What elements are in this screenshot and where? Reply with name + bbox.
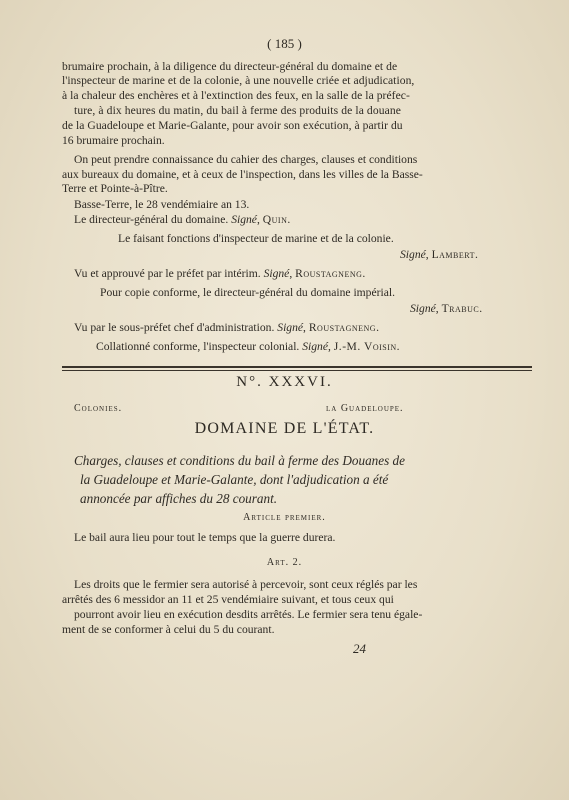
text-line: pourront avoir lieu en exécution desdits arrêtés. Le fermier sera tenu égale-: [74, 608, 423, 621]
text-line: à la chaleur des enchères et à l'extinction des feux, en la salle de la préfec-: [62, 89, 410, 102]
text-line: aux bureaux du domaine, et à ceux de l'inspection, dans les villes de la Basse-: [62, 168, 423, 181]
signature-copy-name: Signé, Trabuc.: [410, 302, 483, 315]
text-line: 16 brumaire prochain.: [62, 134, 165, 147]
text-line: Les droits que le fermier sera autorisé à percevoir, sont ceux réglés par les: [74, 578, 418, 591]
signature-line-director: Le directeur-général du domaine. Signé, Quin.: [74, 213, 291, 226]
text-line: arrêtés des 6 messidor an 11 et 25 vendémiaire suivant, et tous ceux qui: [62, 593, 394, 606]
signature-inspector-name: Signé, Lambert.: [400, 248, 479, 261]
italic-title-line: la Guadeloupe et Marie-Galante, dont l'adjudication a été: [80, 472, 389, 487]
text-line: On peut prendre connaissance du cahier des charges, clauses et conditions: [74, 153, 418, 166]
right-category-tag: la Guadeloupe.: [326, 403, 404, 414]
italic-title-line: annoncée par affiches du 28 courant.: [80, 491, 278, 506]
left-category-tag: Colonies.: [74, 403, 123, 414]
article-1-heading: Article premier.: [243, 512, 326, 523]
italic-title-line: Charges, clauses et conditions du bail à ferme des Douanes de: [74, 453, 405, 468]
article-1-text: Le bail aura lieu pour tout le temps que la guerre durera.: [74, 531, 336, 544]
text-line: ture, à dix heures du matin, du bail à ferme des produits de la douane: [74, 104, 402, 117]
article-2-heading: Art. 2.: [266, 557, 303, 568]
double-rule-divider: [62, 366, 532, 368]
signature-line-inspector: Le faisant fonctions d'inspecteur de marine et de la colonie.: [118, 232, 394, 245]
text-line: brumaire prochain, à la diligence du directeur-général du domaine et de: [62, 60, 398, 73]
signature-line-copy: Pour copie conforme, le directeur-général du domaine impérial.: [100, 286, 395, 299]
date-line: Basse-Terre, le 28 vendémiaire an 13.: [74, 198, 250, 211]
text-line: l'inspecteur de marine et de la colonie, à une nouvelle criée et adjudication,: [62, 74, 415, 87]
signature-mark: 24: [353, 641, 366, 656]
text-line: de la Guadeloupe et Marie-Galante, pour avoir son exécution, à partir du: [62, 119, 403, 132]
signature-line-subprefect: Vu par le sous-préfet chef d'administration. Signé, Roustagneng.: [74, 321, 380, 334]
section-title: DOMAINE DE L'ÉTAT.: [194, 420, 375, 437]
text-line: Terre et Pointe-à-Pître.: [62, 182, 168, 195]
document-number-heading: N°. XXXVI.: [236, 374, 333, 390]
page-number: ( 185 ): [267, 36, 302, 51]
text-line: ment de se conformer à celui du 5 du courant.: [62, 623, 275, 636]
signature-line-colonial: Collationné conforme, l'inspecteur colonial. Signé, J.-M. Voisin.: [96, 340, 401, 353]
signature-line-prefect: Vu et approuvé par le préfet par intérim. Signé, Roustagneng.: [74, 267, 366, 280]
